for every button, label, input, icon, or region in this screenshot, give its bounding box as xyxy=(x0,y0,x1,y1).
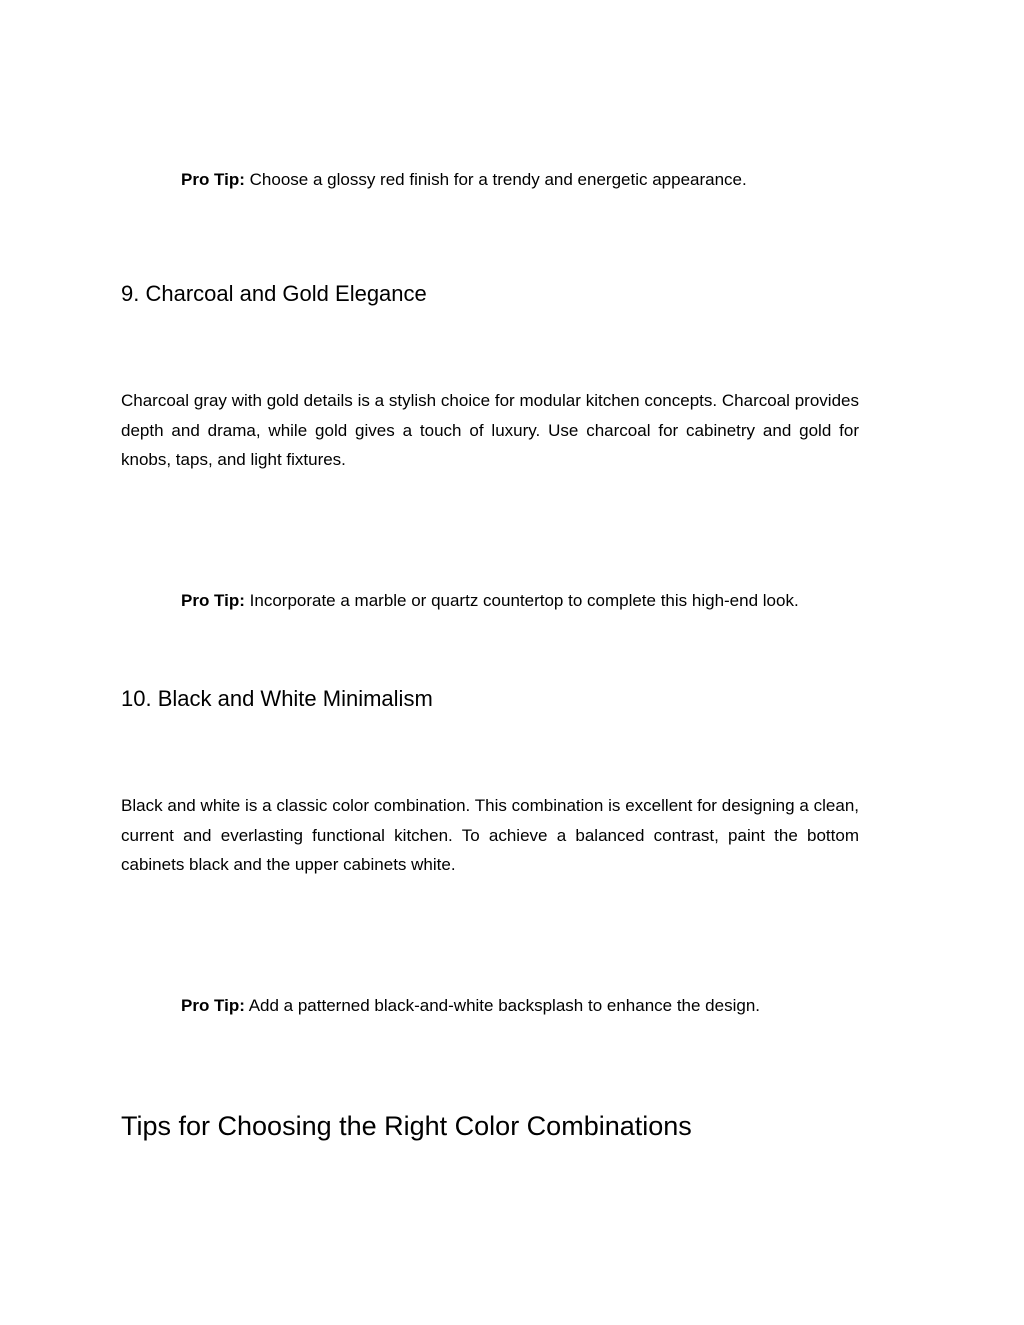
pro-tip-label: Pro Tip: xyxy=(181,170,245,189)
pro-tip-red-finish xyxy=(181,169,747,191)
pro-tip-backsplash xyxy=(181,995,760,1017)
pro-tip-text: Incorporate a marble or quartz countertop to complete this high-end look. xyxy=(244,591,799,610)
main-heading-color-tips: Tips for Choosing the Right Color Combinations xyxy=(121,1111,692,1141)
pro-tip-countertop xyxy=(181,590,799,612)
pro-tip-text: Add a patterned black-and-white backsplash to enhance the design. xyxy=(244,996,760,1015)
section-body-charcoal-gold: Charcoal gray with gold details is a stylish choice for modular kitchen concepts. Charcoal provides depth and drama, while gold gives a touch of luxury. Use charcoal for cabinetry and gold for knobs, taps, and light fixtures. xyxy=(121,391,859,469)
pro-tip-label: Pro Tip: xyxy=(181,591,245,610)
section-heading-black-white: 10. Black and White Minimalism xyxy=(121,686,433,711)
pro-tip-label: Pro Tip: xyxy=(181,996,245,1015)
section-heading-charcoal-gold: 9. Charcoal and Gold Elegance xyxy=(121,281,427,306)
pro-tip-text: Choose a glossy red finish for a trendy and energetic appearance. xyxy=(244,170,747,189)
section-body-black-white: Black and white is a classic color combination. This combination is excellent for designing a clean, current and everlasting functional kitchen. To achieve a balanced contrast, paint the bottom cabinets black and the upper cabinets white. xyxy=(121,796,859,874)
